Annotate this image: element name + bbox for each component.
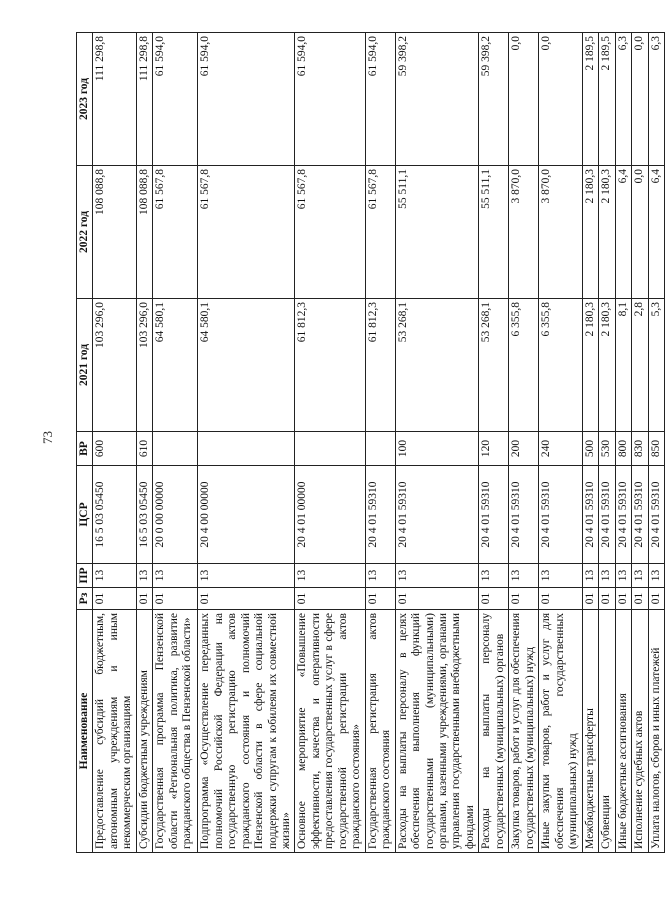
row-vr: 600 (93, 432, 136, 466)
row-vr (295, 432, 365, 466)
row-rz: 01 (395, 588, 479, 610)
table-row (479, 33, 509, 853)
row-pr: 13 (153, 564, 198, 588)
row-name: Субсидии бюджетным учреждениям (136, 610, 152, 853)
row-rz: 01 (479, 588, 509, 610)
row-2023: 59 398,2 (395, 33, 479, 166)
row-2022: 6,4 (648, 166, 664, 299)
row-2023: 2 189,5 (582, 33, 598, 166)
row-2022: 61 567,8 (153, 166, 198, 299)
row-rz: 01 (599, 588, 615, 610)
table-row (365, 33, 395, 853)
row-2022: 3 870,0 (509, 166, 539, 299)
row-pr: 13 (509, 564, 539, 588)
row-pr: 13 (599, 564, 615, 588)
row-2022: 3 870,0 (539, 166, 582, 299)
row-2023: 111 298,8 (136, 33, 152, 166)
row-rz: 01 (93, 588, 136, 610)
header-rz: Рз (77, 588, 93, 610)
row-2021: 53 268,1 (479, 299, 509, 432)
row-pr: 13 (539, 564, 582, 588)
table-row (93, 33, 136, 853)
row-rz: 01 (582, 588, 598, 610)
table-row (632, 33, 648, 853)
row-2022: 55 511,1 (479, 166, 509, 299)
row-2021: 6 355,8 (539, 299, 582, 432)
row-name: Иные бюджетные ассигнования (615, 610, 631, 853)
row-csr: 20 4 01 59310 (395, 466, 479, 564)
header-vr: ВР (77, 432, 93, 466)
budget-table (76, 32, 665, 853)
row-name: Государственная регистрация актов гражданского состояния (365, 610, 395, 853)
row-2023: 0,0 (632, 33, 648, 166)
row-2022: 61 567,8 (295, 166, 365, 299)
table-header-row (77, 33, 93, 853)
row-rz: 01 (509, 588, 539, 610)
row-vr: 850 (648, 432, 664, 466)
row-2023: 59 398,2 (479, 33, 509, 166)
row-vr: 610 (136, 432, 152, 466)
row-csr: 20 4 01 59310 (648, 466, 664, 564)
page-number: 73 (40, 431, 55, 444)
table-row (198, 33, 295, 853)
row-rz: 01 (615, 588, 631, 610)
row-name: Межбюджетные трансферты (582, 610, 598, 853)
row-pr: 13 (198, 564, 295, 588)
row-csr: 20 4 01 59310 (615, 466, 631, 564)
row-vr: 530 (599, 432, 615, 466)
row-2021: 61 812,3 (365, 299, 395, 432)
row-rz: 01 (539, 588, 582, 610)
header-name: Наименование (77, 610, 93, 853)
row-2022: 2 180,3 (599, 166, 615, 299)
row-2023: 61 594,0 (153, 33, 198, 166)
row-2021: 103 296,0 (136, 299, 152, 432)
row-name: Основное мероприятие «Повышение эффективности, качества и оперативности предоставления государственных услуг в сфере государственной регистрации актов гражданского состояния» (295, 610, 365, 853)
header-2022: 2022 год (77, 166, 93, 299)
row-2022: 0,0 (632, 166, 648, 299)
row-2021: 8,1 (615, 299, 631, 432)
row-pr: 13 (365, 564, 395, 588)
row-2021: 103 296,0 (93, 299, 136, 432)
table-row (509, 33, 539, 853)
row-pr: 13 (93, 564, 136, 588)
row-2021: 53 268,1 (395, 299, 479, 432)
row-vr: 800 (615, 432, 631, 466)
row-pr: 13 (648, 564, 664, 588)
row-2021: 2,8 (632, 299, 648, 432)
row-2021: 6 355,8 (509, 299, 539, 432)
row-name: Расходы на выплаты персоналу в целях обеспечения выполнения функций государственными (муниципальными) органами, казенными учреждениями, органами управления государственными внебюджетными фондами (395, 610, 479, 853)
row-2023: 0,0 (509, 33, 539, 166)
row-csr: 20 4 01 00000 (295, 466, 365, 564)
row-pr: 13 (479, 564, 509, 588)
row-2023: 61 594,0 (365, 33, 395, 166)
row-name: Иные закупки товаров, работ и услуг для обеспечения государственных (муниципальных) нужд (539, 610, 582, 853)
row-2022: 61 567,8 (365, 166, 395, 299)
row-rz: 01 (365, 588, 395, 610)
row-2022: 55 511,1 (395, 166, 479, 299)
table-row (295, 33, 365, 853)
row-vr: 120 (479, 432, 509, 466)
row-2023: 111 298,8 (93, 33, 136, 166)
row-2022: 61 567,8 (198, 166, 295, 299)
row-csr: 20 4 01 59310 (632, 466, 648, 564)
row-vr: 830 (632, 432, 648, 466)
row-2023: 0,0 (539, 33, 582, 166)
table-row (582, 33, 598, 853)
row-2022: 108 088,8 (93, 166, 136, 299)
row-rz: 01 (136, 588, 152, 610)
table-row (539, 33, 582, 853)
row-name: Закупка товаров, работ и услуг для обеспечения государственных (муниципальных) нужд (509, 610, 539, 853)
row-name: Предоставление субсидий бюджетным, автономным учреждениям и иным некоммерческим организациям (93, 610, 136, 853)
row-pr: 13 (295, 564, 365, 588)
row-2021: 5,3 (648, 299, 664, 432)
row-vr (365, 432, 395, 466)
row-2022: 2 180,3 (582, 166, 598, 299)
row-rz: 01 (648, 588, 664, 610)
row-2022: 6,4 (615, 166, 631, 299)
row-vr: 500 (582, 432, 598, 466)
row-2023: 6,3 (615, 33, 631, 166)
row-2023: 2 189,5 (599, 33, 615, 166)
row-pr: 13 (632, 564, 648, 588)
row-2023: 6,3 (648, 33, 664, 166)
table-row (648, 33, 664, 853)
row-name: Субвенции (599, 610, 615, 853)
row-csr: 16 5 03 05450 (93, 466, 136, 564)
table-row (395, 33, 479, 853)
row-pr: 13 (395, 564, 479, 588)
row-2021: 61 812,3 (295, 299, 365, 432)
table-row (153, 33, 198, 853)
row-name: Расходы на выплаты персоналу государственных (муниципальных) органов (479, 610, 509, 853)
row-2021: 2 180,3 (582, 299, 598, 432)
row-2023: 61 594,0 (198, 33, 295, 166)
table-row (599, 33, 615, 853)
row-name: Подпрограмма «Осуществление переданных полномочий Российской Федерации на государственную регистрацию актов гражданского состояния и полномочий Пензенской области в сфере социальной поддержки супругам к юбилеям их совместной жизни» (198, 610, 295, 853)
row-rz: 01 (198, 588, 295, 610)
row-vr (153, 432, 198, 466)
row-name: Уплата налогов, сборов и иных платежей (648, 610, 664, 853)
row-pr: 13 (615, 564, 631, 588)
row-csr: 20 4 01 59310 (479, 466, 509, 564)
row-vr (198, 432, 295, 466)
row-pr: 13 (136, 564, 152, 588)
table-row (136, 33, 152, 853)
row-vr: 200 (509, 432, 539, 466)
row-csr: 20 4 00 00000 (198, 466, 295, 564)
row-vr: 240 (539, 432, 582, 466)
row-csr: 20 4 01 59310 (365, 466, 395, 564)
row-2022: 108 088,8 (136, 166, 152, 299)
header-2021: 2021 год (77, 299, 93, 432)
header-pr: ПР (77, 564, 93, 588)
row-rz: 01 (295, 588, 365, 610)
row-rz: 01 (632, 588, 648, 610)
row-csr: 20 4 01 59310 (509, 466, 539, 564)
row-csr: 16 5 03 05450 (136, 466, 152, 564)
row-2021: 2 180,3 (599, 299, 615, 432)
row-2023: 61 594,0 (295, 33, 365, 166)
row-csr: 20 0 00 00000 (153, 466, 198, 564)
header-2023: 2023 год (77, 33, 93, 166)
budget-table-container (76, 33, 662, 853)
table-row (615, 33, 631, 853)
row-csr: 20 4 01 59310 (582, 466, 598, 564)
row-name: Исполнение судебных актов (632, 610, 648, 853)
row-rz: 01 (153, 588, 198, 610)
row-2021: 64 580,1 (153, 299, 198, 432)
row-vr: 100 (395, 432, 479, 466)
row-2021: 64 580,1 (198, 299, 295, 432)
header-csr: ЦСР (77, 466, 93, 564)
row-name: Государственная программа Пензенской области «Региональная политика, развитие гражданского общества в Пензенской области» (153, 610, 198, 853)
row-pr: 13 (582, 564, 598, 588)
row-csr: 20 4 01 59310 (599, 466, 615, 564)
row-csr: 20 4 01 59310 (539, 466, 582, 564)
